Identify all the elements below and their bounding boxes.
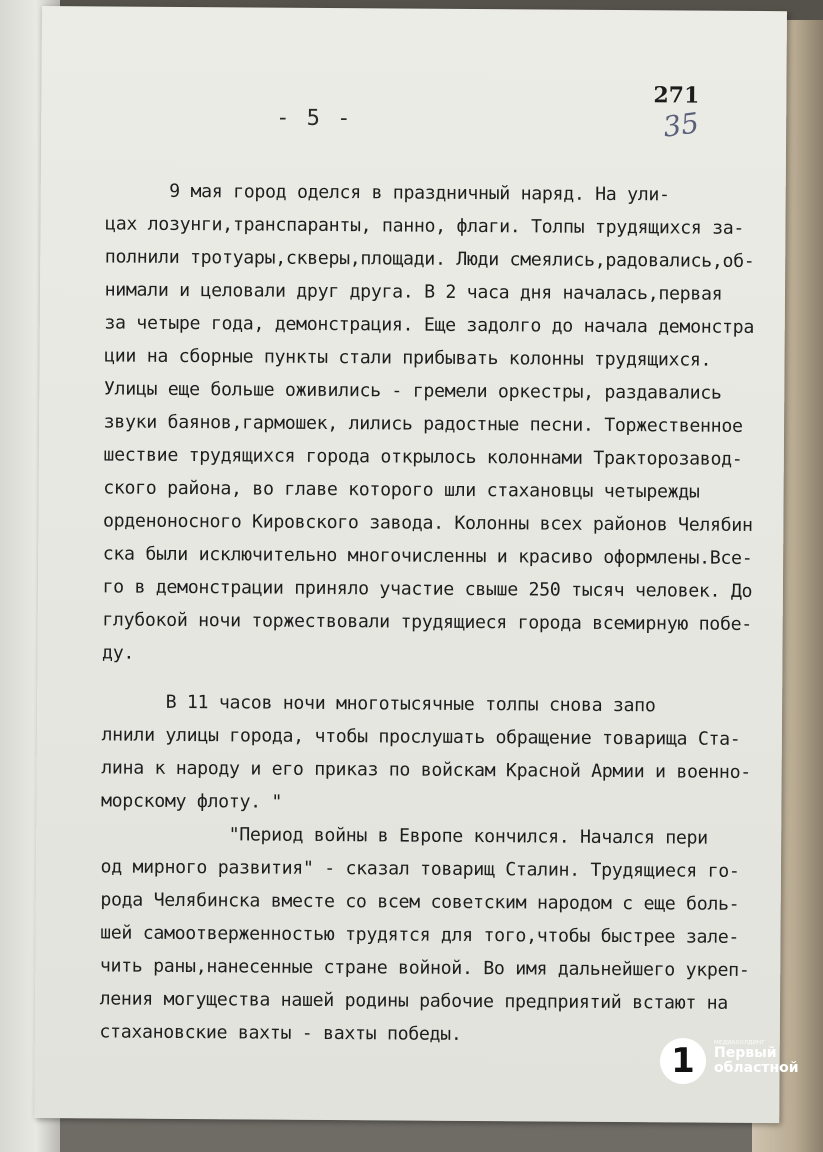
text-line: морскому флоту. " <box>58 790 283 813</box>
page-number: - 5 - <box>276 105 353 132</box>
text-line: ции на сборные пункты стали прибывать колонны трудящихся. <box>61 345 712 371</box>
logo-text <box>714 1040 799 1076</box>
text-line: Улицы еще больше оживились - гремели оркестры, раздавались <box>61 378 722 404</box>
text-line: го в демонстрации приняло участие свыше 250 тысяч человек. До <box>59 576 753 602</box>
text-line: ления могущества нашей родины рабочие предприятий встают на <box>56 988 729 1014</box>
text-line: звуки баянов,гармошек, лились радостные песни. Торжественное <box>61 411 743 437</box>
text-line: стахановские вахты - вахты победы. <box>56 1021 462 1045</box>
logo-subtitle: МЕДИАХОЛДИНГ <box>714 1040 765 1046</box>
text-line: полнили тротуары,скверы,площади. Люди смеялись,радовались,об- <box>62 246 755 272</box>
text-line: шествие трудящихся города открылось колоннами Тракторозавод- <box>60 444 743 470</box>
text-line: орденоносного Кировского завода. Колонны всех районов Челябин <box>60 510 753 536</box>
text-line: шей самоотверженностью трудятся для того,чтобы быстрее зале- <box>57 922 740 948</box>
watermark-logo <box>660 1038 810 1086</box>
text-line: рода Челябинска вместе со всем советским народом с еще боль- <box>57 889 740 915</box>
text-line: ского района, во главе которого шли стахановцы четырежды <box>60 477 700 503</box>
text-line: В 11 часов ночи многотысячные толпы снова запо <box>59 691 656 717</box>
text-line: 9 мая город оделся в праздничный наряд. На ули- <box>62 180 670 206</box>
text-line: од мирного развития" - сказал товарищ Сталин. Трудящиеся го- <box>57 856 740 882</box>
logo-circle-icon: 1 <box>660 1038 706 1084</box>
document-body <box>57 174 763 1053</box>
text-line: чить раны,нанесенные стране войной. Во имя дальнейшего укреп- <box>57 955 750 981</box>
pencil-number: 35 <box>661 106 701 144</box>
text-line: глубокой ночи торжествовали трудящиеся города всемирную побе- <box>59 609 753 635</box>
typewritten-page <box>34 6 787 1123</box>
text-line: лнили улицы города, чтобы прослушать обращение товарища Ста- <box>58 724 741 750</box>
text-line: "Период войны в Европе кончился. Начался пери <box>58 823 708 849</box>
text-line: за четыре года, демонстрация. Еще задолго до начала демонстра <box>61 312 755 338</box>
logo-name-line2: областной <box>714 1060 799 1076</box>
text-line: нимали и целовали друг друга. В 2 часа дня началась,первая <box>61 279 723 305</box>
text-line: лина к народу и его приказ по войскам Красной Армии и военно- <box>58 757 751 783</box>
text-line: цах лозунги,транспаранты, панно, флаги. Толпы трудящихся за- <box>62 213 745 239</box>
logo-name-line1: Первый <box>714 1045 777 1061</box>
archive-number: 271 <box>653 82 700 109</box>
text-line: ска были исключительно многочисленны и красиво оформлены.Все- <box>60 543 753 569</box>
text-line: ду. <box>59 642 135 664</box>
